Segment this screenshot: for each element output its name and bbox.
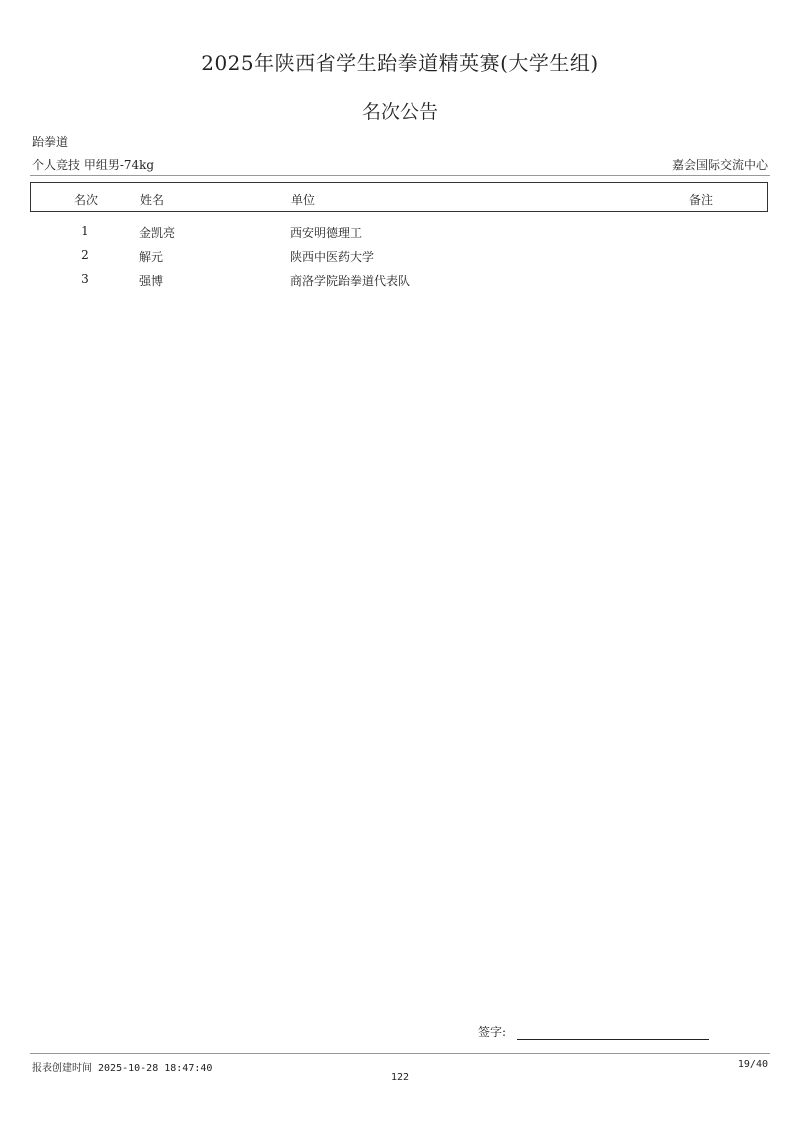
sport-label: 跆拳道: [32, 135, 69, 149]
name-cell: 强博: [139, 274, 164, 288]
results-table-body: [30, 222, 768, 294]
top-divider: [30, 175, 770, 176]
signature-line: [517, 1039, 709, 1040]
document-subtitle: 名次公告: [361, 101, 438, 123]
table-row: [30, 222, 768, 246]
unit-cell: 商洛学院跆拳道代表队: [290, 274, 411, 288]
rank-cell: 1: [81, 224, 89, 238]
rank-cell: 3: [81, 272, 89, 286]
table-row: [30, 246, 768, 270]
bottom-divider: [30, 1053, 770, 1054]
venue-label: 嘉会国际交流中心: [671, 158, 768, 172]
page-count: 19/40: [737, 1059, 768, 1070]
event-label: 个人竞技 甲组男-74kg: [32, 158, 155, 172]
table-row: [30, 270, 768, 294]
unit-cell: 陕西中医药大学: [290, 250, 375, 264]
name-cell: 金凯亮: [139, 226, 176, 240]
document-title: 2025年陕西省学生跆拳道精英赛(大学生组): [201, 51, 599, 75]
unit-cell: 西安明德理工: [290, 226, 363, 240]
header-note: 备注: [689, 193, 714, 207]
name-cell: 解元: [139, 250, 164, 264]
page-number: 122: [390, 1072, 410, 1083]
report-created-time: 报表创建时间 2025-10-28 18:47:40: [32, 1063, 213, 1074]
signature-label: 签字:: [478, 1025, 507, 1039]
header-rank: 名次: [73, 193, 98, 207]
rank-cell: 2: [81, 248, 89, 262]
header-name: 姓名: [140, 193, 165, 207]
table-header: [30, 182, 768, 212]
header-unit: 单位: [291, 193, 316, 207]
